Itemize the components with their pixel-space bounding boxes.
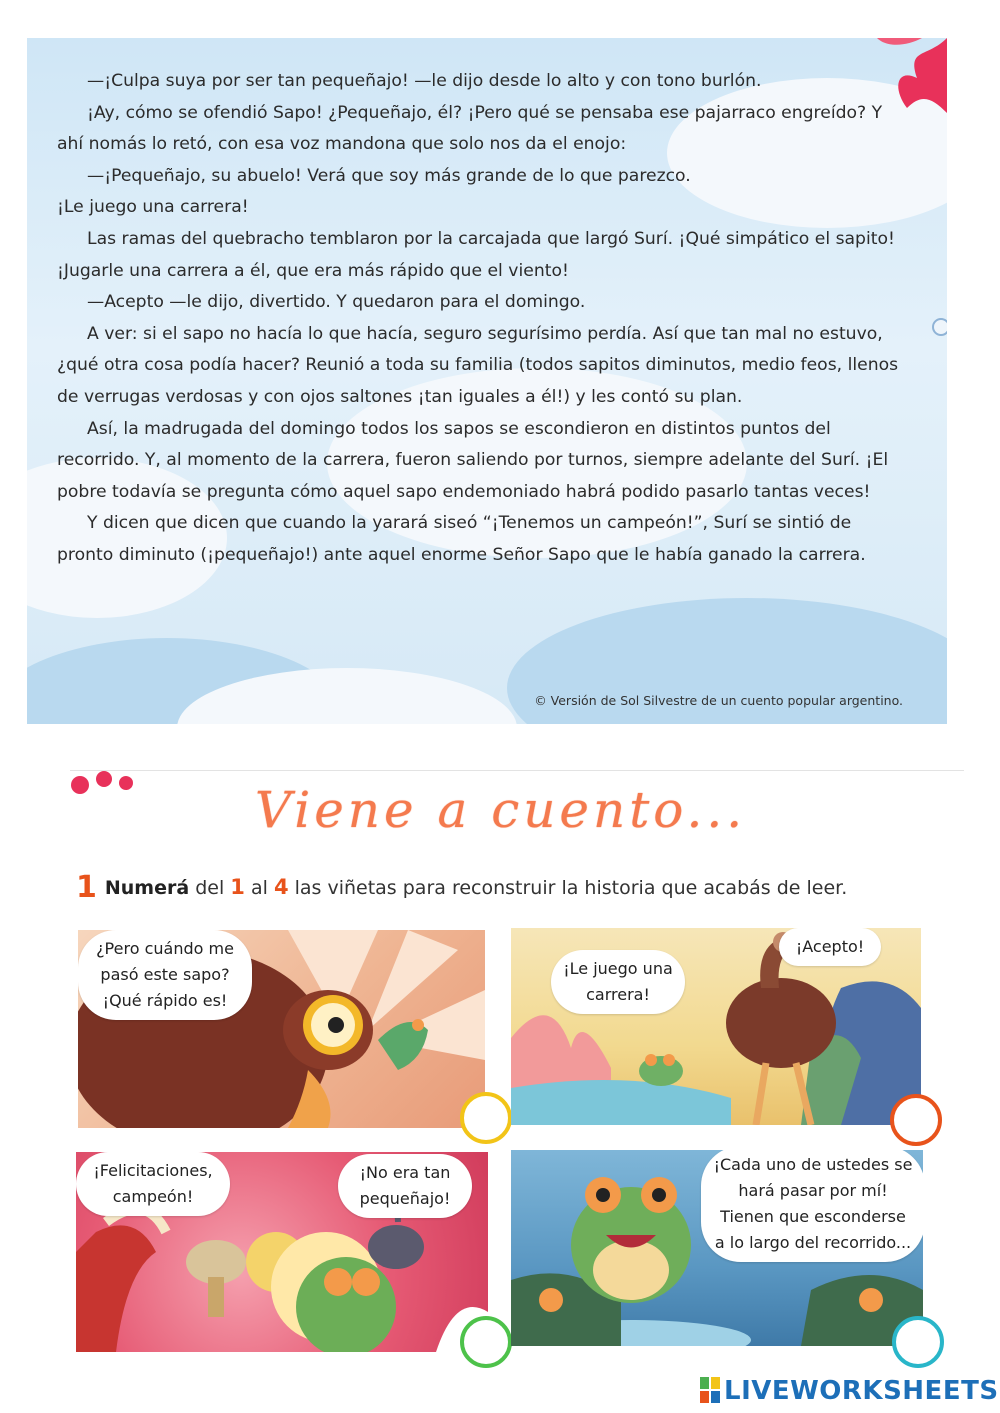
liveworksheets-logo[interactable] xyxy=(700,1376,999,1406)
logo-text: LIVEWORKSHEETS xyxy=(724,1376,999,1406)
instruction-text: las viñetas para reconstruir la historia que acabás de leer. xyxy=(288,877,848,899)
story-paragraph: Las ramas del quebracho temblaron por la carcajada que largó Surí. ¡Qué simpático el sapito! ¡Jugarle una carrera a él, que era más rápido que el viento! xyxy=(57,228,895,281)
story-paragraph: Así, la madrugada del domingo todos los sapos se escondieron en distintos puntos del recorrido. Y, al momento de la carrera, fueron saliendo por turnos, siempre adelante del Surí. ¡El pobre todavía se pregunta cómo aquel sapo endemoniado habrá podido pasarlo tantas veces! xyxy=(57,418,889,502)
story-panel xyxy=(27,38,947,724)
speech-bubble: ¡Cada uno de ustedes se hará pasar por mí! Tienen que esconderse a lo largo del recorrido... xyxy=(701,1150,923,1262)
section-title: Viene a cuento... xyxy=(255,781,747,839)
audio-icon[interactable] xyxy=(932,318,947,336)
range-start: 1 xyxy=(230,875,245,899)
speech-bubble: ¡Le juego una carrera! xyxy=(551,950,685,1014)
number-answer-circle[interactable] xyxy=(460,1316,512,1368)
comic-panel-1 xyxy=(78,930,485,1128)
story-paragraph: ¡Le juego una carrera! xyxy=(57,197,249,218)
red-flower-decoration xyxy=(70,771,140,811)
instruction-text: al xyxy=(244,877,274,899)
speech-bubble: ¿Pero cuándo me pasó este sapo? ¡Qué rápido es! xyxy=(78,930,252,1020)
story-paragraph: ¡Ay, cómo se ofendió Sapo! ¿Pequeñajo, él? ¡Pero qué se pensaba ese pajarraco engreído? Y ahí nomás lo retó, con esa voz mandona que solo nos da el enojo: xyxy=(57,102,883,155)
speech-bubble: ¡Acepto! xyxy=(779,928,881,966)
activity-number: 1 xyxy=(76,870,97,905)
instruction-verb: Numerá xyxy=(104,877,190,899)
comic-panel-3 xyxy=(76,1152,488,1352)
range-end: 4 xyxy=(273,875,289,899)
story-paragraph: A ver: si el sapo no hacía lo que hacía, seguro segurísimo perdía. Así que tan mal no estuvo, ¿qué otra cosa podía hacer? Reunió a toda su familia (todos sapitos diminutos, medio feos, llenos de verrugas verdosas y con ojos saltones ¡tan iguales a él!) y les contó su plan. xyxy=(57,323,899,407)
comic-panel-4 xyxy=(511,1150,923,1346)
story-paragraph: —¡Pequeñajo, su abuelo! Verá que soy más grande de lo que parezco. xyxy=(87,165,691,186)
logo-icon xyxy=(700,1377,720,1403)
number-answer-circle[interactable] xyxy=(460,1092,512,1144)
number-answer-circle[interactable] xyxy=(892,1316,944,1368)
activity-instruction xyxy=(76,870,847,905)
story-paragraph: —Acepto —le dijo, divertido. Y quedaron para el domingo. xyxy=(87,292,586,313)
story-paragraph: Y dicen que dicen que cuando la yarará siseó “¡Tenemos un campeón!”, Surí se sintió de pronto diminuto (¡pequeñajo!) ante aquel enorme Señor Sapo que le había ganado la carrera. xyxy=(57,513,866,565)
section-header xyxy=(70,770,964,861)
instruction-text: del xyxy=(189,877,231,899)
story-text xyxy=(57,66,907,572)
speech-bubble: ¡Felicitaciones, campeón! xyxy=(76,1152,230,1216)
story-paragraph: —¡Culpa suya por ser tan pequeñajo! —le dijo desde lo alto y con tono burlón. xyxy=(87,71,762,91)
comic-panel-2 xyxy=(511,928,921,1125)
story-credit: © Versión de Sol Silvestre de un cuento popular argentino. xyxy=(534,693,903,708)
number-answer-circle[interactable] xyxy=(890,1094,942,1146)
thought-bubble: ¡No era tan pequeñajo! xyxy=(338,1154,472,1218)
